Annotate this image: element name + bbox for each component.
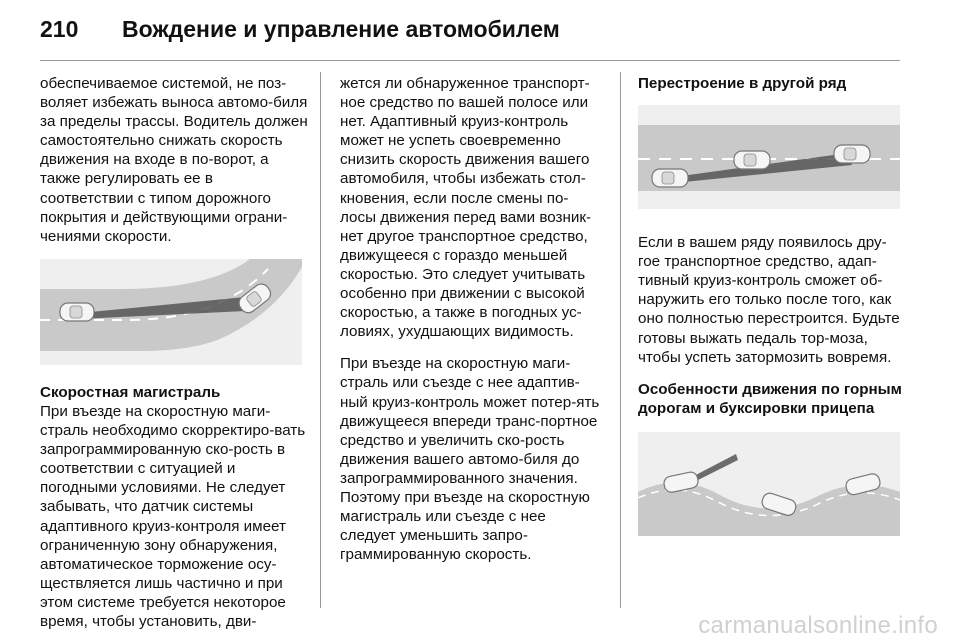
curve-road-illustration	[40, 259, 302, 365]
column-1	[40, 74, 308, 644]
lane-change-illustration	[638, 105, 900, 209]
column-divider-2	[620, 72, 621, 608]
section-heading-highway: Скоростная магистраль	[40, 383, 221, 401]
section-heading-mountain-roads: Особенности движения по горным дорогам и буксировки прицепа	[638, 380, 902, 417]
column-divider-1	[320, 72, 321, 608]
page-title: Вождение и управление автомобилем	[122, 16, 560, 42]
section-heading-lane-change: Перестроение в другой ряд	[638, 75, 847, 92]
column-2	[340, 74, 604, 577]
page-header	[40, 16, 910, 46]
watermark: carmanualsonline.info	[698, 612, 938, 639]
column-3	[638, 74, 902, 536]
col2-paragraph-2: При въезде на скоростную маги-страль или съезде с нее адаптив-ный круиз-контроль может потер-ять движущееся впереди транс-портное средство и увеличить ско-рость движения вашего автомо-биля до запрограммированного значения. Поэтому при въезде на скоростную магистраль или съезде с нее следует уменьшить запро-граммированную скорость.	[340, 355, 600, 564]
col1-paragraph-2: При въезде на скоростную маги-страль необходимо скорректиро-вать запрограммированную ско-рость в соответствии с ситуацией и погодными условиями. Не следует забывать, что датчик системы адаптивного круиз-контроля имеет ограниченную зону обнаружения, автоматическое торможение осу-ществляется лишь частично и при этом системе требуется некоторое время, чтобы установить, дви-	[40, 402, 306, 630]
mountain-road-illustration	[638, 432, 900, 536]
header-divider	[40, 60, 900, 61]
page-number: 210	[40, 16, 79, 42]
col3-paragraph-1: Если в вашем ряду появилось дру-гое транспортное средство, адап-тивный круиз-контроль сможет об-наружить его только после того, как оно полностью перестроится. Будьте готовы выжать педаль тор-моза, чтобы успеть затормозить вовремя.	[638, 234, 900, 366]
col1-paragraph-1: обеспечиваемое системой, не поз-воляет избежать выноса автомо-биля за пределы трассы. Водитель должен самостоятельно снижать скорость движения на входе в по-ворот, а также регулировать ее в соответствии с типом дорожного покрытия и действующими ограни-чениями скорости.	[40, 75, 308, 245]
col2-paragraph-1: жется ли обнаруженное транспорт-ное средство по вашей полосе или нет. Адаптивный круиз-контроль может не успеть своевременно снизить скорость движения вашего автомобиля, чтобы избежать стол-кновения, если после смены по-лосы движения перед вами возник-нет другое транспортное средство, движущееся с гораздо меньшей скоростью. Это следует учитывать особенно при движении с высокой скоростью, а также в погодных ус-ловиях, ухудшающих видимость.	[340, 75, 592, 341]
